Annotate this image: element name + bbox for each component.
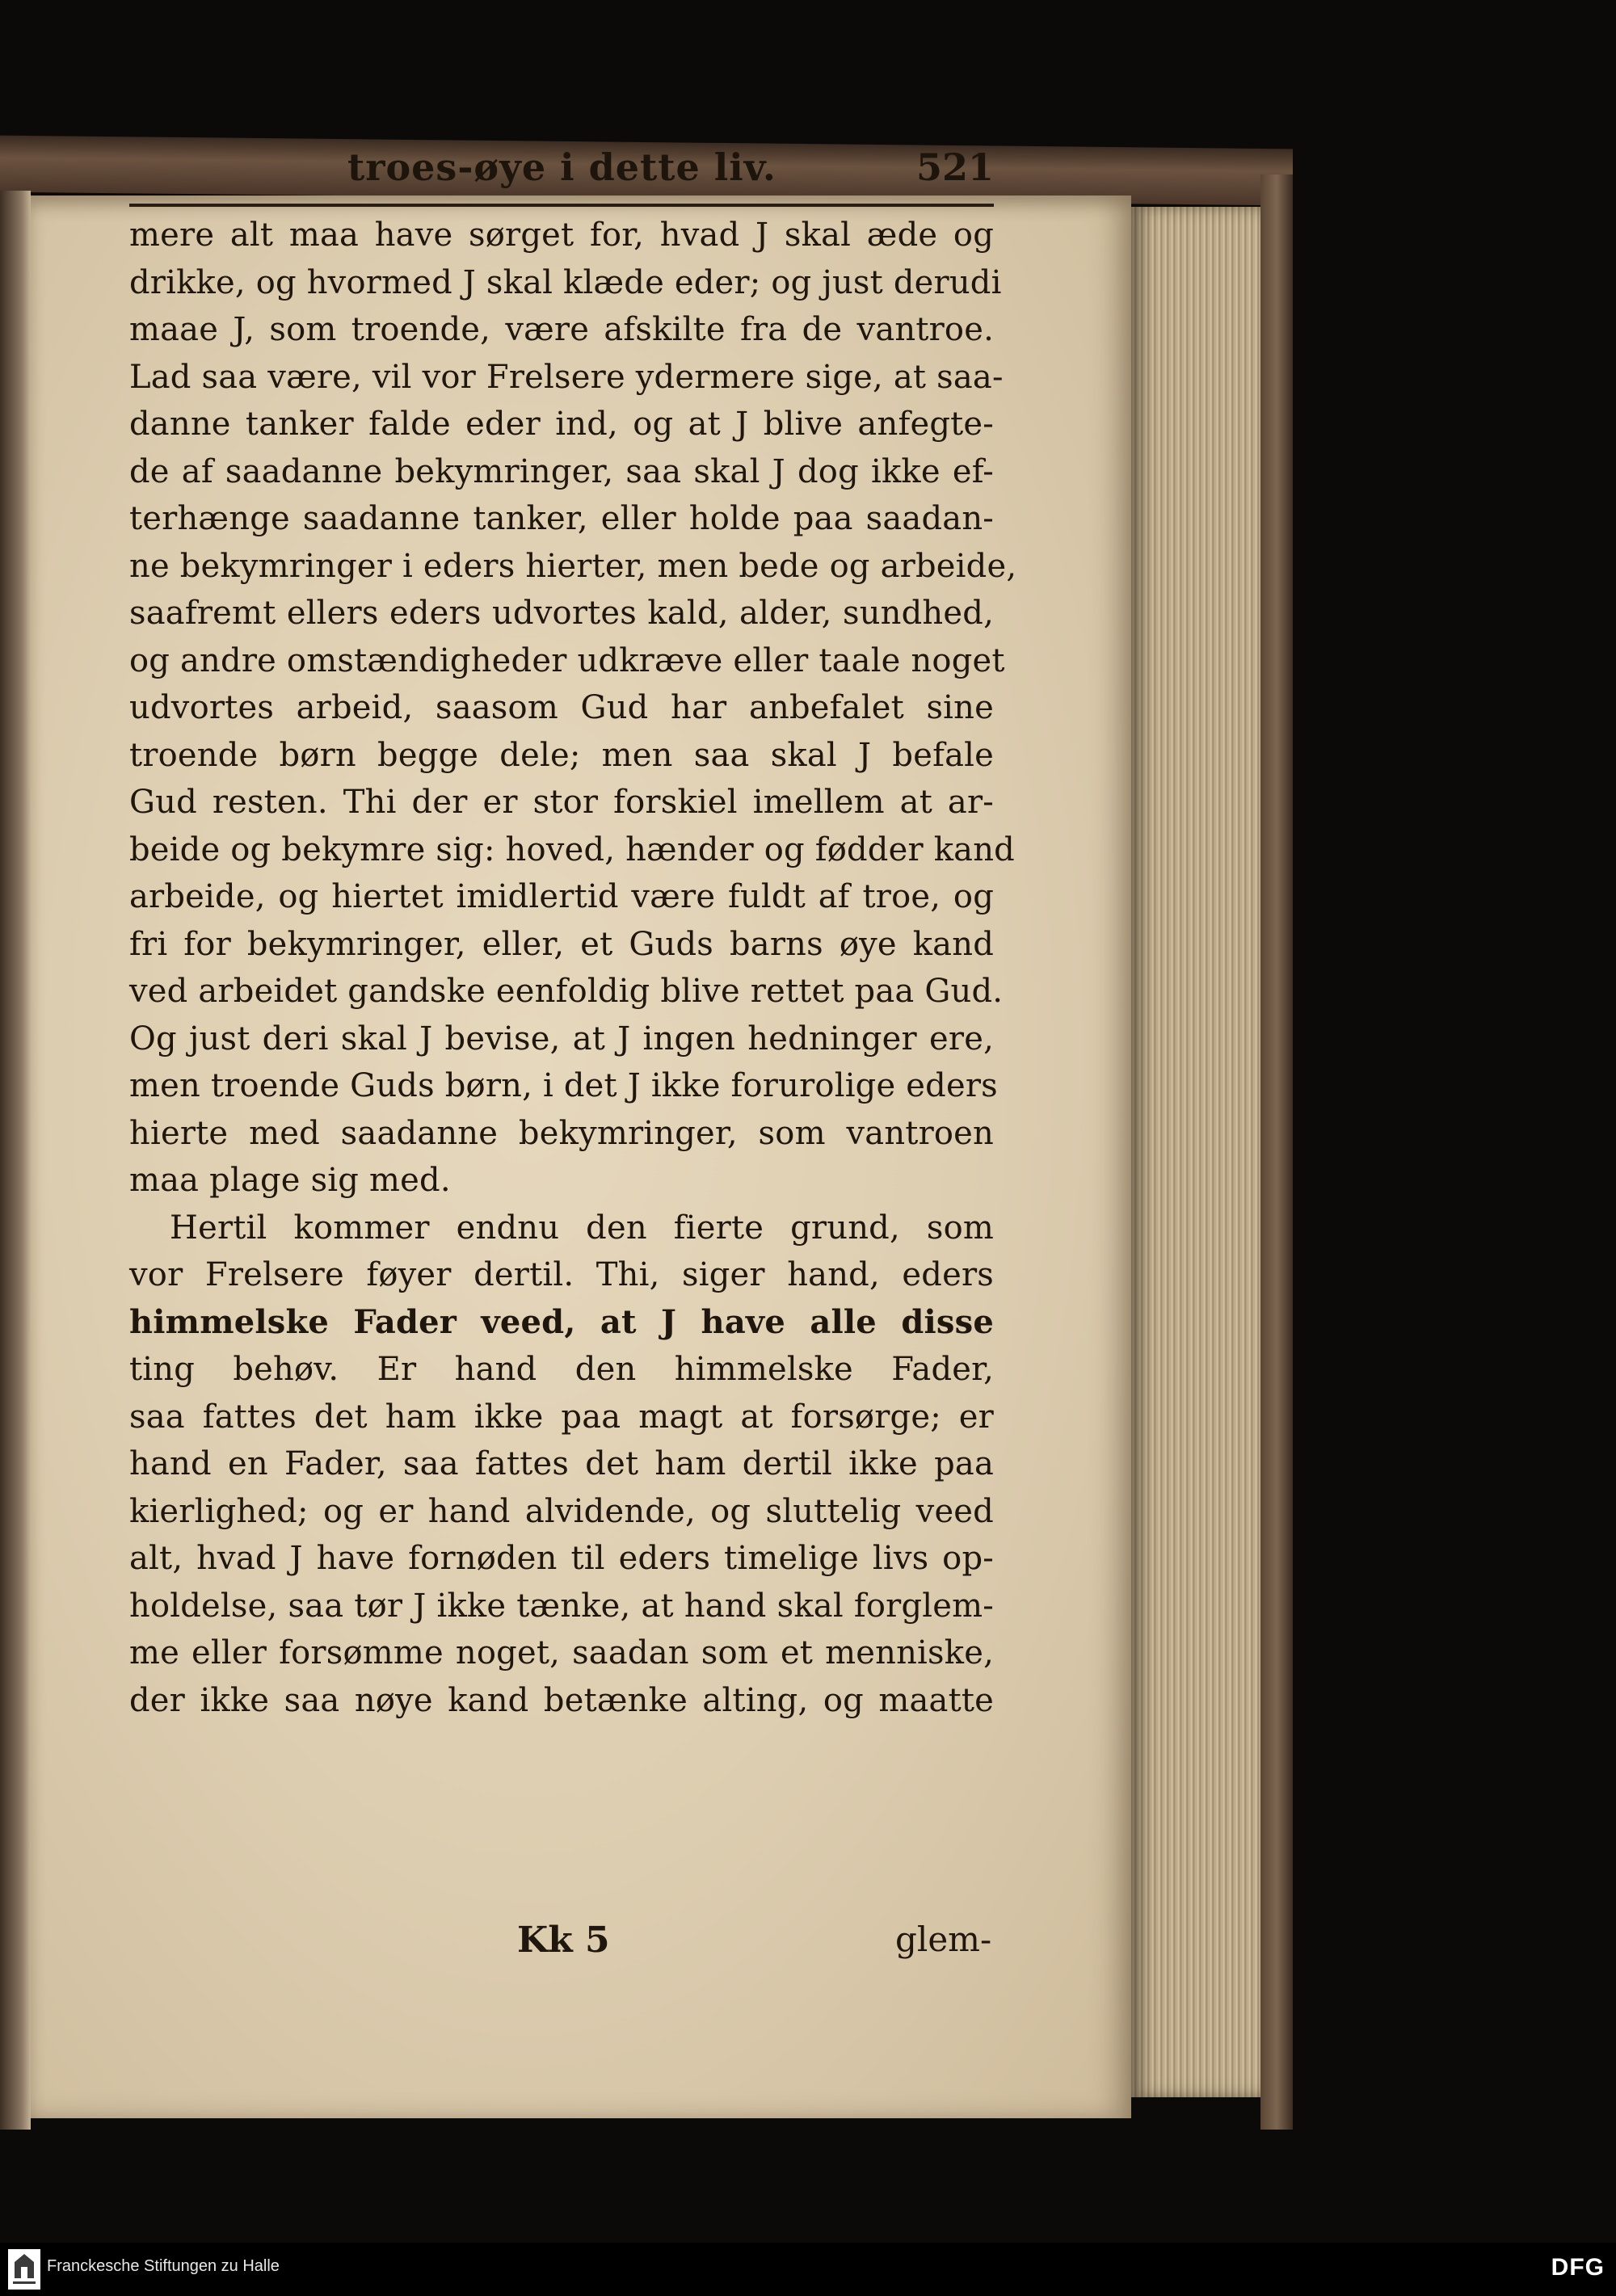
text-line: vor Frelsere føyer dertil. Thi, siger hand, eders xyxy=(129,1256,994,1293)
text-line: ved arbeidet gandske eenfoldig blive rettet paa Gud. xyxy=(129,973,1004,1010)
text-line: drikke, og hvormed J skal klæde eder; og just derudi xyxy=(129,263,1002,301)
text-line: Lad saa være, vil vor Frelsere ydermere sige, at saa- xyxy=(129,358,1004,396)
catchword: glem- xyxy=(895,1920,992,1959)
text-line: troende børn begge dele; men saa skal J befale xyxy=(129,736,994,774)
text-line: der ikke saa nøye kand betænke alting, og maatte xyxy=(129,1681,994,1719)
text-line: ne bekymringer i eders hierter, men bede og arbeide, xyxy=(129,547,1017,585)
running-title: troes-øye i dette liv. xyxy=(347,145,776,189)
body-text xyxy=(129,212,1017,1724)
text-line: maa plage sig med. xyxy=(129,1162,451,1199)
page-edges xyxy=(1131,207,1269,2097)
text-line: de af saadanne bekymringer, saa skal J dog ikke ef- xyxy=(129,452,994,490)
text-line: fri for bekymringer, eller, et Guds barns øye kand xyxy=(129,925,994,963)
text-line: hand en Fader, saa fattes det ham dertil ikke paa xyxy=(129,1445,994,1482)
viewer-footer-bar xyxy=(0,2243,1616,2296)
text-line: danne tanker falde eder ind, og at J blive anfegte- xyxy=(129,406,994,443)
text-line: og andre omstændigheder udkræve eller taale noget xyxy=(129,641,1005,679)
header-rule xyxy=(129,204,994,207)
text-line: Og just deri skal J bevise, at J ingen hedninger ere, xyxy=(129,1020,994,1058)
text-line: Hertil kommer endnu den fierte grund, som xyxy=(170,1209,994,1247)
institution-logo-icon xyxy=(8,2249,40,2290)
text-line: men troende Guds børn, i det J ikke forurolige eders xyxy=(129,1067,998,1104)
text-line: saa fattes det ham ikke paa magt at forsørge; er xyxy=(129,1398,994,1436)
institution-name: Franckesche Stiftungen zu Halle xyxy=(47,2257,280,2275)
dfg-logo: DFG xyxy=(1551,2254,1605,2281)
text-line: alt, hvad J have fornøden til eders timelige livs op- xyxy=(129,1540,994,1577)
page-number: 521 xyxy=(915,145,994,189)
text-line: himmelske Fader veed, at J have alle disse xyxy=(129,1302,994,1341)
text-line: udvortes arbeid, saasom Gud har anbefalet sine xyxy=(129,689,994,726)
text-line: Gud resten. Thi der er stor forskiel imellem at ar- xyxy=(129,784,994,821)
text-line: me eller forsømme noget, saadan som et menniske, xyxy=(129,1634,994,1672)
text-line: beide og bekymre sig: hoved, hænder og fødder kand xyxy=(129,831,1015,868)
text-line: kierlighed; og er hand alvidende, og sluttelig veed xyxy=(129,1492,994,1530)
text-line: arbeide, og hiertet imidlertid være fuldt af troe, og xyxy=(129,878,994,915)
text-line: saafremt ellers eders udvortes kald, alder, sundhed, xyxy=(129,595,994,632)
running-head xyxy=(129,145,994,202)
facing-page-edge xyxy=(0,191,31,2130)
book-cover-right xyxy=(1260,175,1293,2130)
text-line: mere alt maa have sørget for, hvad J skal æde og xyxy=(129,217,994,254)
text-line: ting behøv. Er hand den himmelske Fader, xyxy=(129,1351,994,1388)
text-line: maae J, som troende, være afskilte fra de vantroe. xyxy=(129,311,994,348)
signature-mark: Kk 5 xyxy=(517,1920,610,1961)
text-line: hierte med saadanne bekymringer, som vantroen xyxy=(129,1114,994,1152)
text-line: holdelse, saa tør J ikke tænke, at hand skal forglem- xyxy=(129,1587,994,1625)
text-line: terhænge saadanne tanker, eller holde paa saadan- xyxy=(129,500,994,537)
